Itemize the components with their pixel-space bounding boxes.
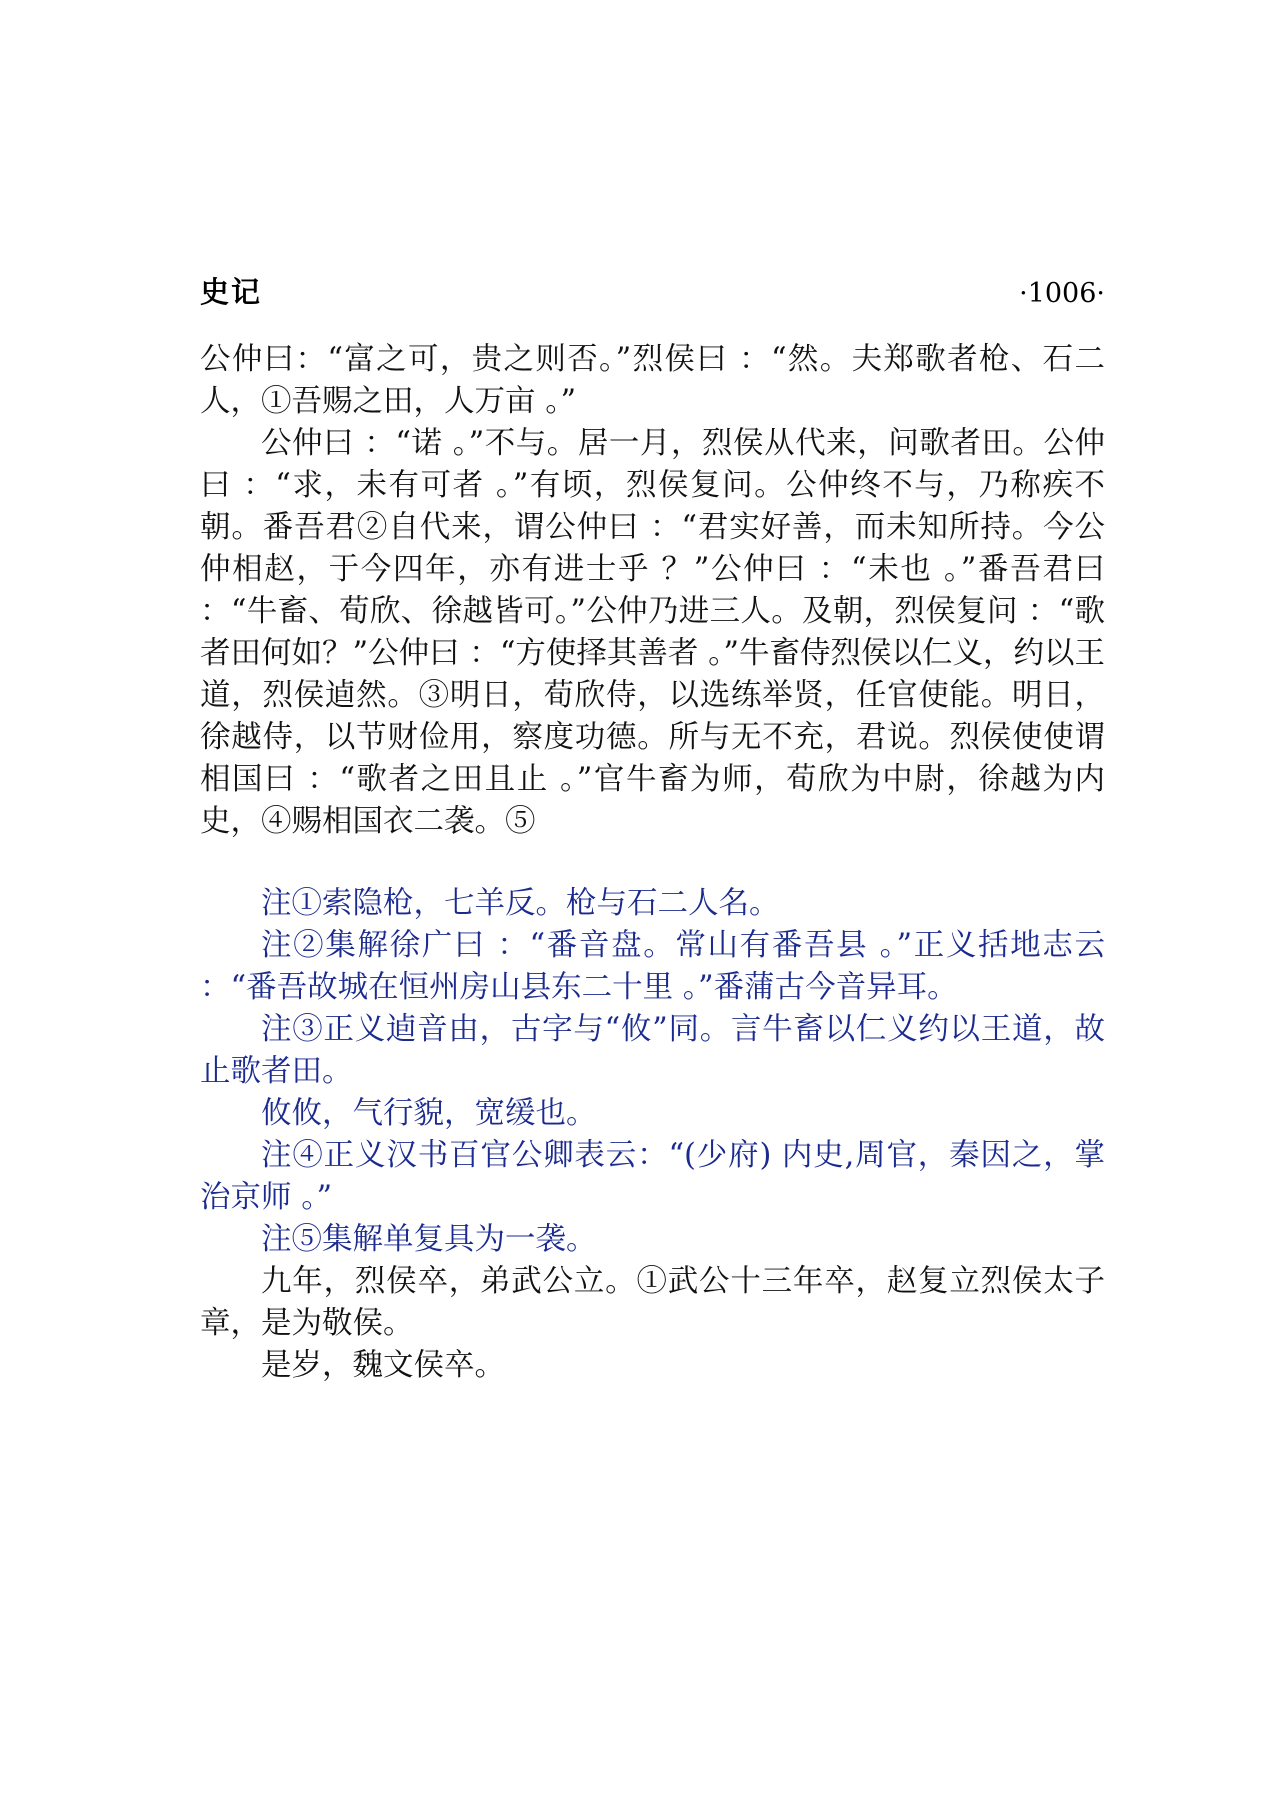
page-header — [200, 270, 1105, 311]
note-1: 注①索隐枪，七羊反。枪与石二人名。 — [261, 886, 780, 921]
page-number: ·1006· — [1019, 278, 1105, 309]
paragraph-4: 是岁，魏文侯卒。 — [261, 1348, 505, 1383]
note-3: 注③正义逌音由，古字与“攸”同。言牛畜以仁义约以王道，故止歌者田。 — [200, 1012, 1105, 1089]
continuation-text — [200, 1261, 1105, 1387]
note-4: 注④正义汉书百官公卿表云：“(少府) 内史,周官，秦因之，掌治京师 。” — [200, 1138, 1105, 1215]
book-title: 史记 — [200, 275, 263, 309]
paragraph-1: 公仲曰：“富之可，贵之则否。”烈侯曰 ：“然。夫郑歌者枪、石二人，①吾赐之田，人万亩 。” — [200, 342, 1105, 419]
note-2: 注②集解徐广曰 ：“番音盘。常山有番吾县 。”正义括地志云 ：“番吾故城在恒州房山县东二十里 。”番蒲古今音异耳。 — [200, 928, 1105, 1005]
main-text — [200, 339, 1105, 843]
note-3-continued: 攸攸，气行貌，宽缓也。 — [261, 1096, 597, 1131]
paragraph-2: 公仲曰 ：“诺 。”不与。居一月，烈侯从代来，问歌者田。公仲曰 ：“求，未有可者 。”有顷，烈侯复问。公仲终不与，乃称疾不朝。番吾君②自代来，谓公仲曰 ：“君实好善，而未知所持。今公仲相赵，于今四年，亦有进士乎 ？”公仲曰 ：“未也 。”番吾君曰 ：“牛畜、荀欣、徐越皆可。”公仲乃进三人。及朝，烈侯复问 ：“歌者田何如？”公仲曰 ：“方使择其善者 。”牛畜侍烈侯以仁义，约以王道，烈侯逌然。③明日，荀欣侍，以选练举贤，任官使能。明日，徐越侍，以节财俭用，察度功德。所与无不充，君说。烈侯使使谓相国曰 ：“歌者之田且止 。”官牛畜为师，荀欣为中尉，徐越为内史，④赐相国衣二袭。⑤ — [200, 426, 1105, 839]
note-5: 注⑤集解单复具为一袭。 — [261, 1222, 597, 1257]
annotations — [200, 883, 1105, 1261]
paragraph-3: 九年，烈侯卒，弟武公立。①武公十三年卒，赵复立烈侯太子章，是为敬侯。 — [200, 1264, 1105, 1341]
document-page — [200, 270, 1105, 1387]
